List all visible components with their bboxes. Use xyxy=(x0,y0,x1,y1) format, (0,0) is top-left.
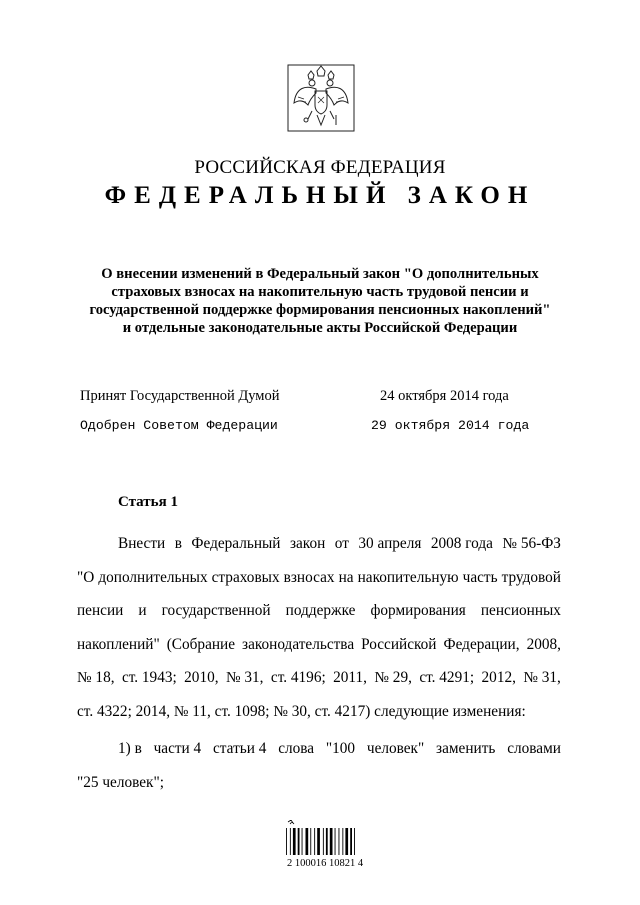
word: ст. 4196; xyxy=(270,669,326,686)
word: пенсионных xyxy=(480,602,561,619)
word: и xyxy=(138,602,147,619)
word: "100 xyxy=(325,740,356,757)
word: формирования xyxy=(370,602,466,619)
word: закон xyxy=(289,535,326,552)
word: накоплений" xyxy=(77,635,160,653)
word: № 31, xyxy=(523,669,561,686)
barcode-stripe xyxy=(342,828,343,855)
barcode-stripe xyxy=(335,828,336,855)
word: 2010, xyxy=(184,669,219,686)
barcode-stripe xyxy=(306,828,309,855)
word: поддержке xyxy=(285,602,356,619)
article-item-1 xyxy=(77,732,561,799)
word: № 18, xyxy=(77,669,115,686)
word: 2008, xyxy=(526,635,561,653)
barcode-stripe xyxy=(290,828,291,855)
word: дополнительных xyxy=(98,568,208,586)
barcode-stripe xyxy=(350,828,352,855)
word: трудовой xyxy=(501,568,561,586)
barcode-number: 2 100016 10821 4 xyxy=(286,858,364,869)
word: взносах xyxy=(283,568,335,586)
word: Федеральный xyxy=(191,535,281,552)
barcode-stripe xyxy=(286,828,287,855)
law-title xyxy=(60,265,580,337)
word: человек" xyxy=(366,740,425,757)
word: часть xyxy=(462,568,498,586)
law-title-line: и отдельные законодательные акты Российской Федерации xyxy=(122,320,518,336)
word: Внести xyxy=(118,535,166,552)
paragraph-line xyxy=(77,732,561,766)
barcode-stripe xyxy=(345,828,348,855)
word: накопительную xyxy=(357,568,459,586)
word: части 4 xyxy=(153,740,202,757)
word: 2012, xyxy=(481,669,516,686)
article-paragraph-1 xyxy=(77,527,561,728)
barcode-stripe xyxy=(339,828,340,855)
word: № 29, xyxy=(374,669,412,686)
barcode-stripe xyxy=(310,828,311,855)
word: № 56-ФЗ xyxy=(502,535,561,552)
barcode-stripe xyxy=(293,828,296,855)
council-approval-date: 29 октября 2014 года xyxy=(371,418,530,433)
word: 2008 года xyxy=(430,535,493,552)
paragraph-line xyxy=(77,594,561,628)
word: слова xyxy=(278,740,315,757)
word: государственной xyxy=(161,602,271,619)
word: статьи 4 xyxy=(213,740,267,757)
law-title-line: О внесении изменений в Федеральный закон "О дополнительных xyxy=(101,266,539,282)
barcode-stripe xyxy=(323,828,324,855)
barcode-stripe xyxy=(354,828,355,855)
barcode-icon xyxy=(282,820,362,856)
barcode-stripe xyxy=(326,828,328,855)
word: "О xyxy=(77,568,95,586)
word: на xyxy=(338,568,354,586)
word: в xyxy=(174,535,182,552)
word: словами xyxy=(507,740,561,757)
paragraph-line xyxy=(77,628,561,662)
law-title-line: страховых взносах на накопительную часть трудовой пенсии и xyxy=(111,284,529,300)
word: страховых xyxy=(211,568,280,586)
word: "25 человек"; xyxy=(77,773,164,791)
paragraph-line xyxy=(77,766,561,800)
word: ст. 4291; xyxy=(419,669,475,686)
word: Федерации, xyxy=(443,635,520,653)
paragraph-line xyxy=(77,695,561,729)
word: заменить xyxy=(436,740,496,757)
article-heading: Статья 1 xyxy=(118,494,178,510)
law-title-line: государственной поддержке формирования пенсионных накоплений" xyxy=(89,302,551,318)
document-type: ФЕДЕРАЛЬНЫЙ ЗАКОН xyxy=(104,182,536,209)
barcode-stripe xyxy=(302,828,303,855)
word: 30 апреля xyxy=(358,535,422,552)
barcode-stripe xyxy=(330,828,333,855)
word: ст. 1943; xyxy=(121,669,177,686)
word: 1) в xyxy=(118,740,142,757)
duma-adoption-date: 24 октября 2014 года xyxy=(380,388,509,404)
word: ст. 4322; 2014, № 11, ст. 1098; № 30, ст. 4217) следующие изменения: xyxy=(77,702,526,720)
barcode-stripe xyxy=(314,828,315,855)
barcode-stripe xyxy=(317,828,320,855)
barcode-stripe xyxy=(298,828,300,855)
council-approval-label: Одобрен Советом Федерации xyxy=(80,418,278,433)
duma-adoption-label: Принят Государственной Думой xyxy=(80,388,280,404)
paragraph-line xyxy=(77,527,561,561)
word: 2011, xyxy=(333,669,367,686)
country-name: РОССИЙСКАЯ ФЕДЕРАЦИЯ xyxy=(194,157,446,178)
word: (Собрание xyxy=(166,635,236,653)
paragraph-line xyxy=(77,661,561,695)
word: законодательства xyxy=(242,635,355,653)
word: № 31, xyxy=(225,669,264,686)
word: Российской xyxy=(361,635,437,653)
paragraph-line xyxy=(77,561,561,595)
russian-coat-of-arms-icon xyxy=(286,63,356,133)
word: пенсии xyxy=(77,602,124,619)
word: от xyxy=(334,535,349,552)
